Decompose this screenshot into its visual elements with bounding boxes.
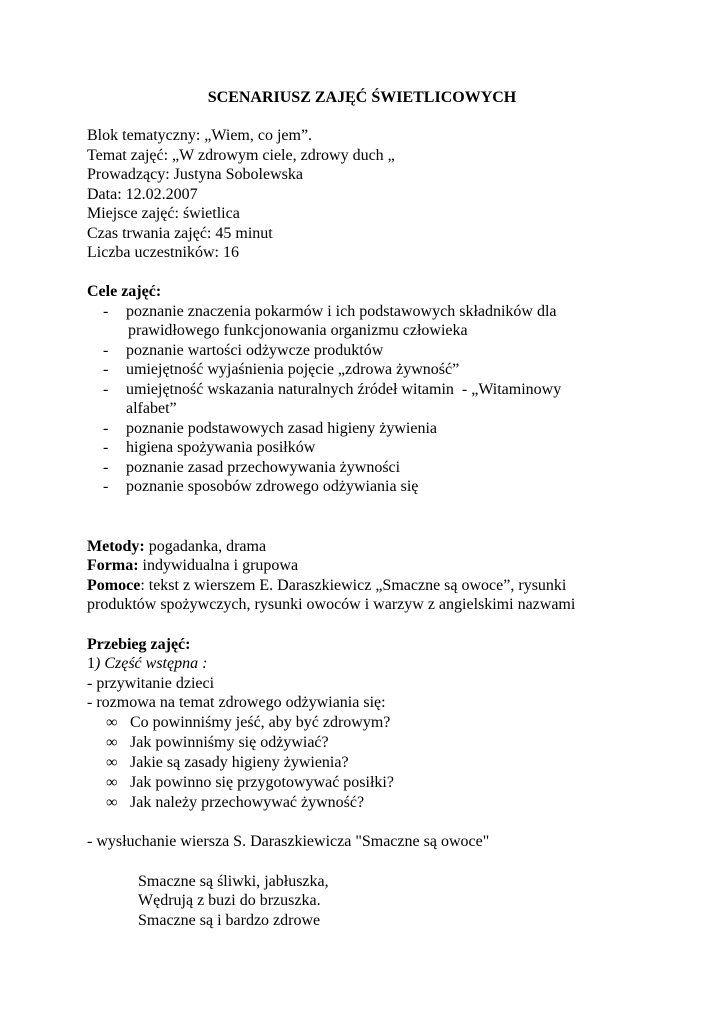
part1-label: ) Część wstępna : [95,655,208,672]
poem-line: Wędrują z buzi do brzuszka. [138,892,321,909]
aids-value: : tekst z wierszem E. Daraszkiewicz „Smaczne są owoce”, rysunki [140,577,567,594]
goal-text: prawidłowego funkcjonowania organizmu człowieka [124,322,468,339]
goal-text: umiejętność wyjaśnienia pojęcie „zdrowa żywność” [126,361,460,378]
part1-number: 1 [87,655,95,672]
infinity-bullet-icon: ∞ [106,734,118,751]
aids-label: Pomoce [87,577,141,594]
goal-text: poznanie znaczenia pokarmów i ich podstawowych składników dla [126,303,557,320]
question-text: Jak powinniśmy się odżywiać? [130,734,329,751]
goal-text: poznanie sposobów zdrowego odżywiania się [126,478,419,495]
question-text: Jak należy przechowywać żywność? [130,794,365,811]
info-date: Data: 12.02.2007 [87,186,198,203]
methods-value: pogadanka, drama [144,538,267,555]
poem-line: Smaczne są śliwki, jabłuszka, [138,873,329,890]
list-dash: - [103,439,109,456]
goal-text: alfabet” [126,400,177,417]
aids-line [87,576,566,595]
goals-heading: Cele zajęć: [87,283,162,300]
form-value: indywidualna i grupowa [138,557,299,574]
list-dash: - [103,361,109,378]
poem-line: Smaczne są i bardzo zdrowe [138,912,321,929]
list-dash: - [103,420,109,437]
infinity-bullet-icon: ∞ [106,754,118,771]
question-text: Jak powinno się przygotowywać posiłki? [130,774,394,791]
goal-text: poznanie zasad przechowywania żywności [126,459,401,476]
info-participants: Liczba uczestników: 16 [87,244,239,261]
goal-text: poznanie wartości odżywcze produktów [126,342,384,359]
list-dash: - [103,478,109,495]
list-dash: - [103,342,109,359]
greeting-line: - przywitanie dzieci [87,675,215,692]
info-teacher: Prowadzący: Justyna Sobolewska [87,166,303,183]
infinity-bullet-icon: ∞ [106,774,118,791]
goal-text: higiena spożywania posiłków [126,439,316,456]
goal-text: poznanie podstawowych zasad higieny żywienia [126,420,438,437]
infinity-bullet-icon: ∞ [106,714,118,731]
info-duration: Czas trwania zajęć: 45 minut [87,225,273,242]
info-place: Miejsce zajęć: świetlica [87,205,240,222]
question-text: Co powinniśmy jeść, aby być zdrowym? [130,714,391,731]
form-line [87,556,298,575]
goal-text: umiejętność wskazania naturalnych źródeł witamin - „Witaminowy [126,381,562,398]
listening-line: - wysłuchanie wiersza S. Daraszkiewicza "Smaczne są owoce" [87,833,490,850]
methods-label: Metody: [87,538,145,555]
form-label: Forma: [87,557,139,574]
part1-heading [87,654,207,673]
info-topic-class: Temat zajęć: „W zdrowym ciele, zdrowy duch „ [87,147,395,164]
aids-line-continued: produktów spożywczych, rysunki owoców i warzyw z angielskimi nazwami [87,596,576,613]
methods-line [87,537,266,556]
talk-line: - rozmowa na temat zdrowego odżywiania się: [87,694,386,711]
document-title: SCENARIUSZ ZAJĘĆ ŚWIETLICOWYCH [207,89,517,106]
info-topic-block: Blok tematyczny: „Wiem, co jem”. [87,127,313,144]
list-dash: - [103,459,109,476]
course-heading: Przebieg zajęć: [87,636,191,653]
question-text: Jakie są zasady higieny żywienia? [130,754,349,771]
list-dash: - [103,381,109,398]
list-dash: - [103,303,109,320]
infinity-bullet-icon: ∞ [106,794,118,811]
